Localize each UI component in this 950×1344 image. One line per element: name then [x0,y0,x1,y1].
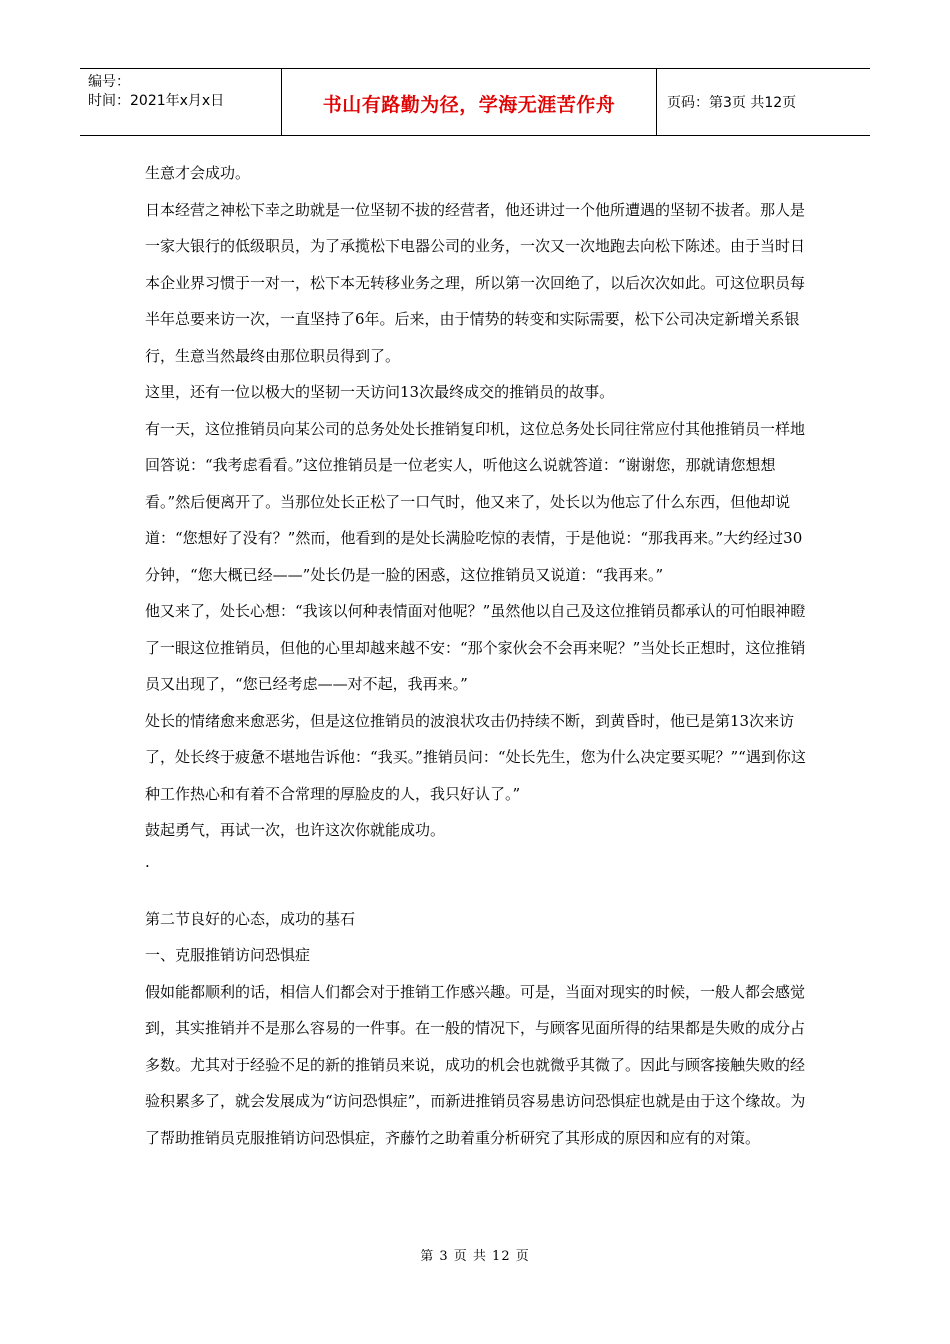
header-meta [80,69,282,135]
separator-dot: . [145,852,150,871]
header-motto-cell [282,69,657,135]
spacer [145,875,807,901]
section-paragraph: 假如能都顺利的话，相信人们都会对于推销工作感兴趣。可是，当面对现实的时候，一般人都会感觉到，其实推销并不是那么容易的一件事。在一般的情况下，与顾客见面所得的结果都是失败的成分占多数。尤其对于经验不足的新的推销员来说，成功的机会也就微乎其微了。因此与顾客接触失败的经验积累多了，就会发展成为“访问恐惧症”，而新进推销员容易患访问恐惧症也就是由于这个缘故。为了帮助推销员克服推销访问恐惧症，齐藤竹之助着重分析研究了其形成的原因和应有的对策。 [145,982,806,1147]
header-page-info: 页码：第3页 共12页 [667,95,797,111]
body-paragraph: 他又来了，处长心想：“我该以何种表情面对他呢？”虽然他以自己及这位推销员都承认的可怕眼神瞪了一眼这位推销员，但他的心里却越来越不安：“那个家伙会不会再来呢？”当处长正想时，这位推销员又出现了，“您已经考虑——对不起，我再来。” [145,602,806,693]
section-title: 第二节良好的心态，成功的基石 [145,909,356,928]
subsection-title: 一、克服推销访问恐惧症 [145,946,311,964]
document-date-label: 时间：2021年x月x日 [88,93,225,109]
body-paragraph: 这里，还有一位以极大的坚韧一天访问13次最终成交的推销员的故事。 [145,383,615,401]
document-body [145,155,807,1156]
page-footer: 第 3 页 共 12 页 [420,1249,530,1264]
body-paragraph: 生意才会成功。 [145,164,251,182]
body-paragraph: 处长的情绪愈来愈恶劣，但是这位推销员的波浪状攻击仍持续不断，到黄昏时，他已是第13次来访了，处长终于疲惫不堪地告诉他：“我买。”推销员问：“处长先生，您为什么决定要买呢？”“遇到你这种工作热心和有着不合常理的厚脸皮的人，我只好认了。” [145,711,806,803]
document-number-label: 编号： [88,74,130,90]
body-paragraph: 有一天，这位推销员向某公司的总务处处长推销复印机，这位总务处长同往常应付其他推销员一样地回答说：“我考虑看看。”这位推销员是一位老实人，听他这么说就答道：“谢谢您，那就请您想想看。”然后便离开了。当那位处长正松了一口气时，他又来了，处长以为他忘了什么东西，但他却说道：“您想好了没有？”然而，他看到的是处长满脸吃惊的表情，于是他说：“那我再来。”大约经过30分钟，“您大概已经——”处长仍是一脸的困惑，这位推销员又说道：“我再来。” [145,419,806,584]
page-header [80,68,870,136]
body-paragraph: 日本经营之神松下幸之助就是一位坚韧不拔的经营者，他还讲过一个他所遭遇的坚韧不拔者。那人是一家大银行的低级职员，为了承揽松下电器公司的业务，一次又一次地跑去向松下陈述。由于当时日本企业界习惯于一对一，松下本无转移业务之理，所以第一次回绝了，以后次次如此。可这位职员每半年总要来访一次，一直坚持了6年。后来，由于情势的转变和实际需要，松下公司决定新增关系银行，生意当然最终由那位职员得到了。 [145,200,806,365]
body-paragraph: 鼓起勇气，再试一次，也许这次你就能成功。 [145,821,446,839]
header-page-info-cell [657,69,870,135]
header-motto: 书山有路勤为径，学海无涯苦作舟 [322,93,616,116]
